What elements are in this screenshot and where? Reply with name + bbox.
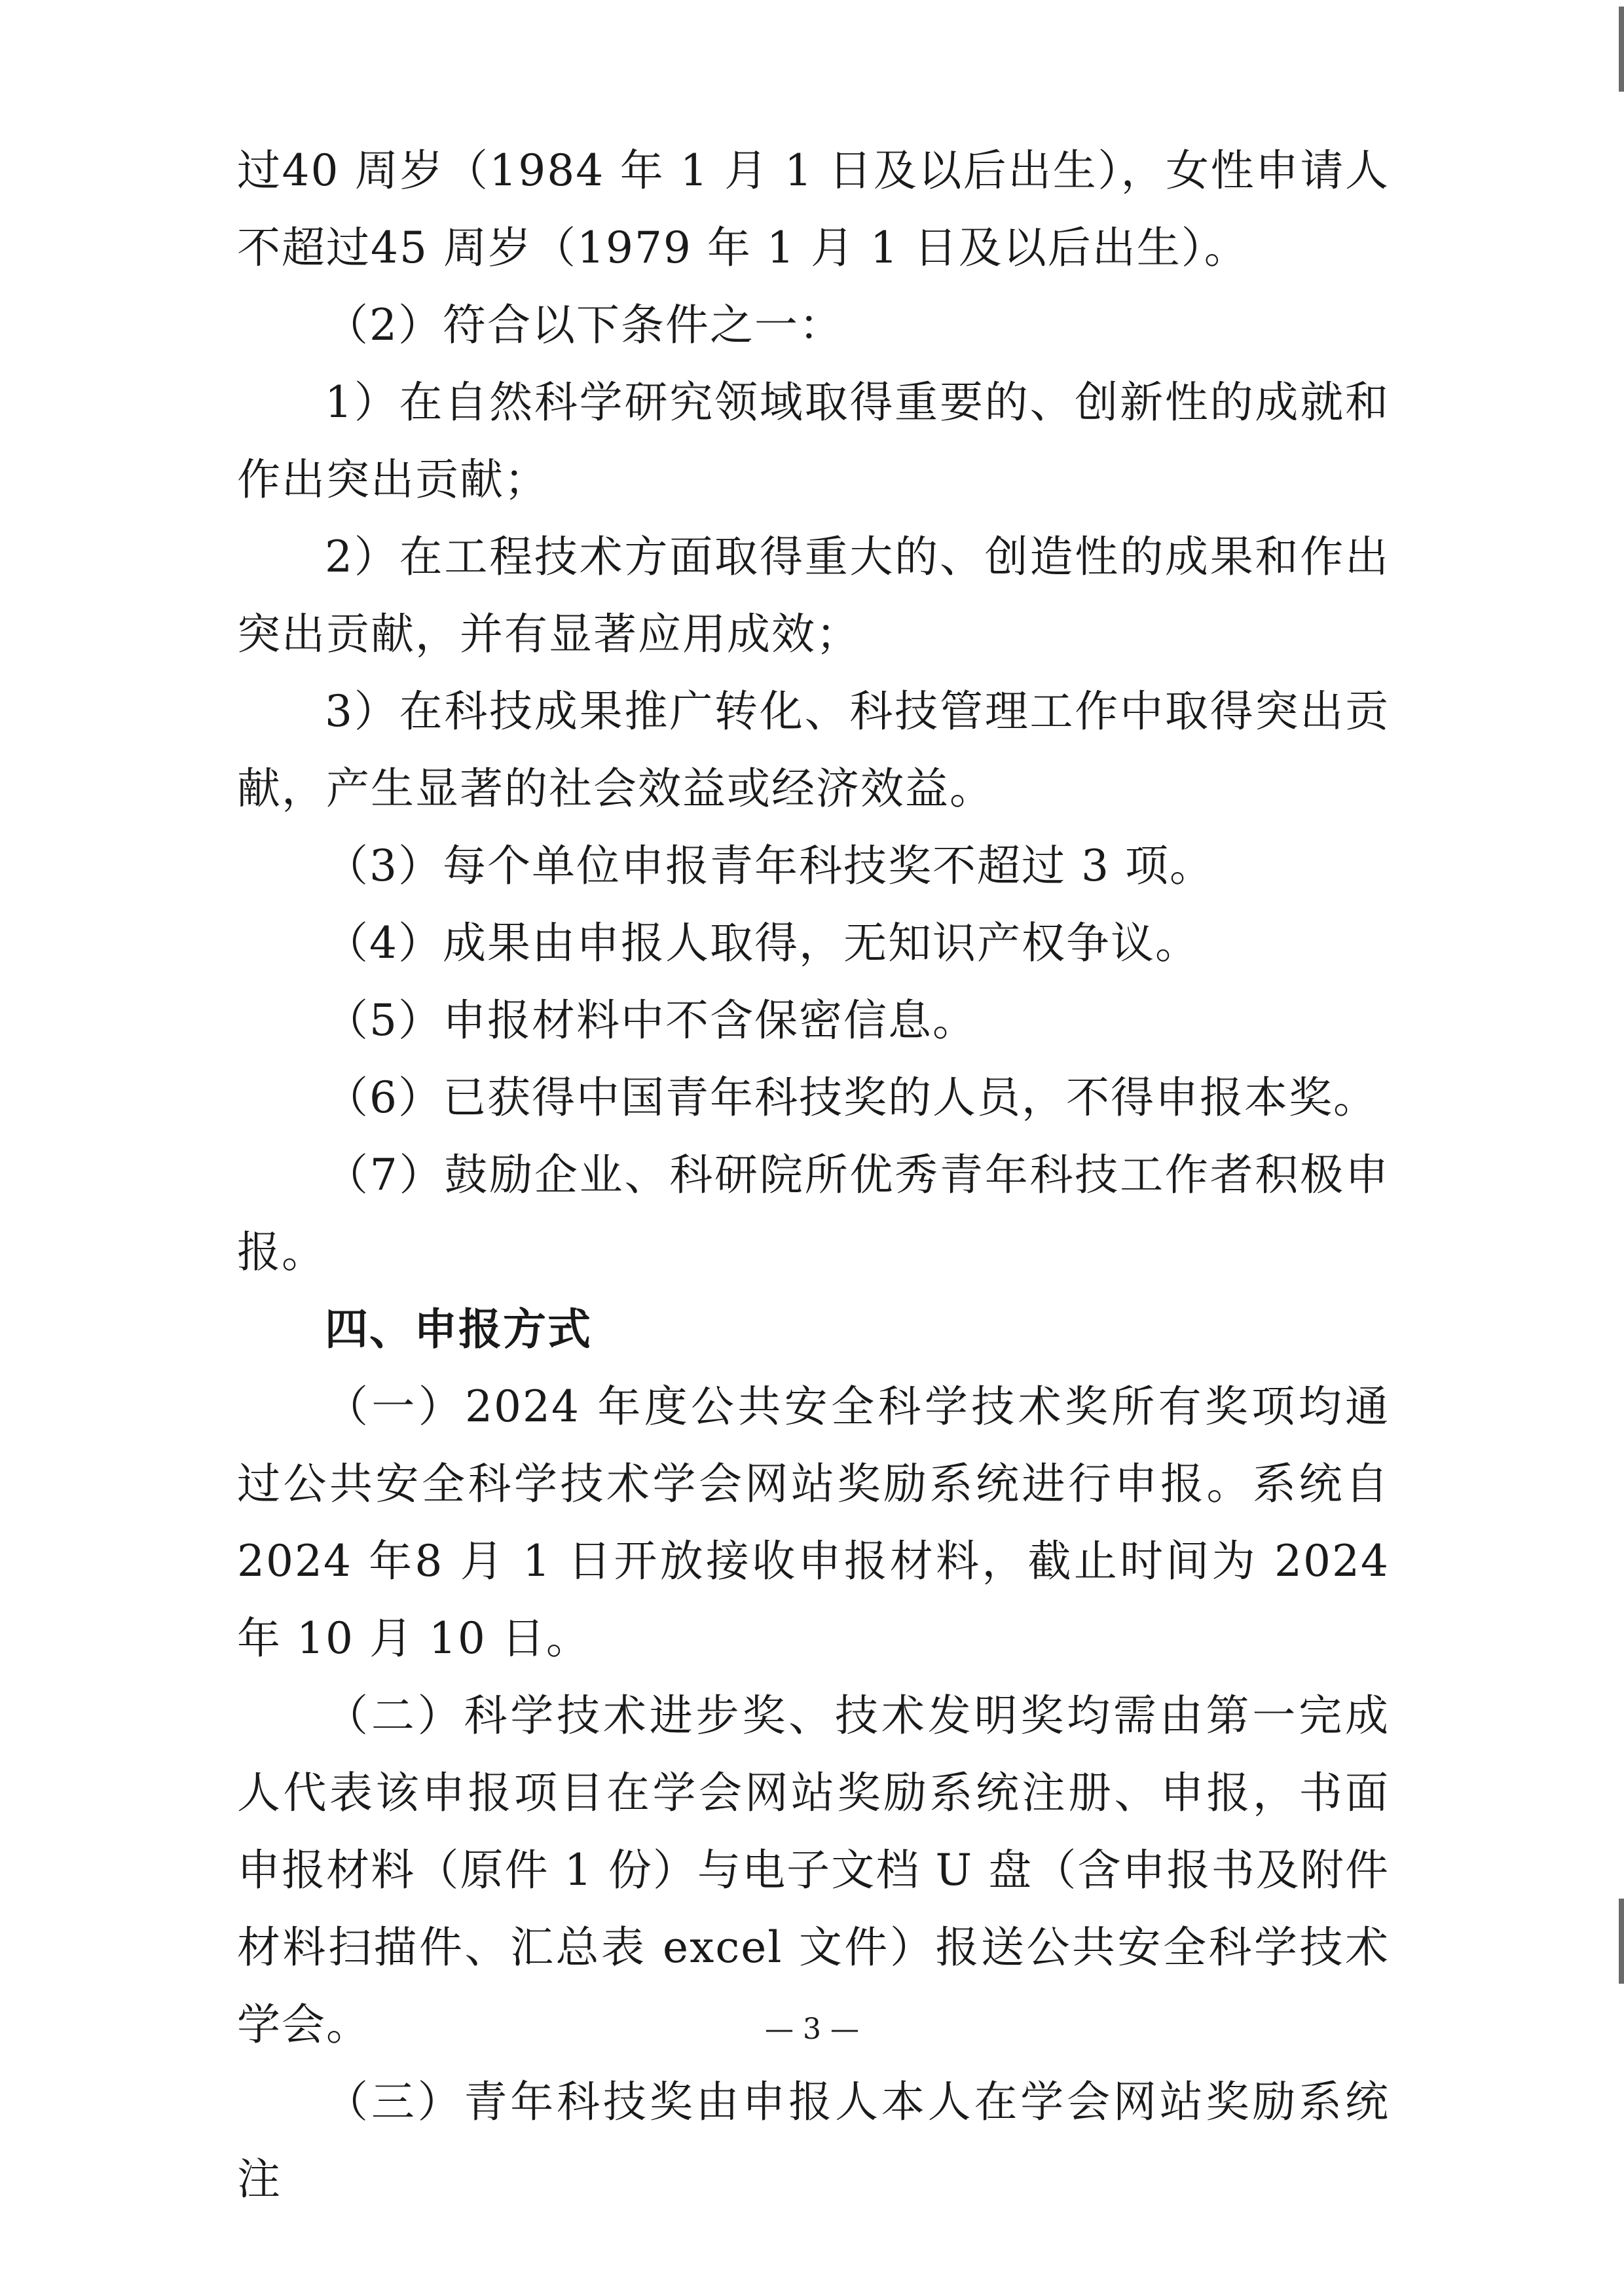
paragraph-method-2: （二）科学技术进步奖、技术发明奖均需由第一完成人代表该申报项目在学会网站奖励系统注册、申报，书面申报材料（原件 1 份）与电子文档 U 盘（含申报书及附件材料扫描件、汇总表 excel 文件）报送公共安全科学技术学会。 <box>237 1690 1390 2050</box>
section-heading-application-method: 四、申报方式 <box>325 1304 592 1355</box>
paragraph-method-3: （三）青年科技奖由申报人本人在学会网站奖励系统注 <box>237 2077 1390 2204</box>
paragraph-condition-4: （4）成果由申报人取得，无知识产权争议。 <box>325 918 1200 968</box>
document-body <box>237 132 1390 2218</box>
paragraph-condition-2-3: 3）在科技成果推广转化、科技管理工作中取得突出贡献，产生显著的社会效益或经济效益。 <box>237 686 1390 814</box>
paragraph-condition-6: （6）已获得中国青年科技奖的人员，不得申报本奖。 <box>325 1072 1378 1123</box>
paragraph-condition-5: （5）申报材料中不含保密信息。 <box>325 995 977 1046</box>
paragraph-method-1: （一）2024 年度公共安全科学技术奖所有奖项均通过公共安全科学技术学会网站奖励系统进行申报。系统自 2024 年8 月 1 日开放接收申报材料，截止时间为 2024 年 10 月 10 日。 <box>237 1381 1390 1664</box>
paragraph-age-limit-continuation: 过40 周岁（1984 年 1 月 1 日及以后出生），女性申请人不超过45 周岁（1979 年 1 月 1 日及以后出生）。 <box>237 145 1390 273</box>
paragraph-condition-2: （2）符合以下条件之一： <box>325 300 843 350</box>
paragraph-condition-7: （7）鼓励企业、科研院所优秀青年科技工作者积极申报。 <box>237 1150 1390 1277</box>
page-number: — 3 — <box>765 2013 859 2046</box>
scan-edge-mark <box>1619 7 1624 92</box>
paragraph-condition-2-2: 2）在工程技术方面取得重大的、创造性的成果和作出突出贡献，并有显著应用成效； <box>237 532 1390 659</box>
scan-edge-mark <box>1619 1899 1624 1984</box>
paragraph-condition-3: （3）每个单位申报青年科技奖不超过 3 项。 <box>325 841 1214 891</box>
paragraph-condition-2-1: 1）在自然科学研究领域取得重要的、创新性的成就和作出突出贡献； <box>237 377 1390 505</box>
